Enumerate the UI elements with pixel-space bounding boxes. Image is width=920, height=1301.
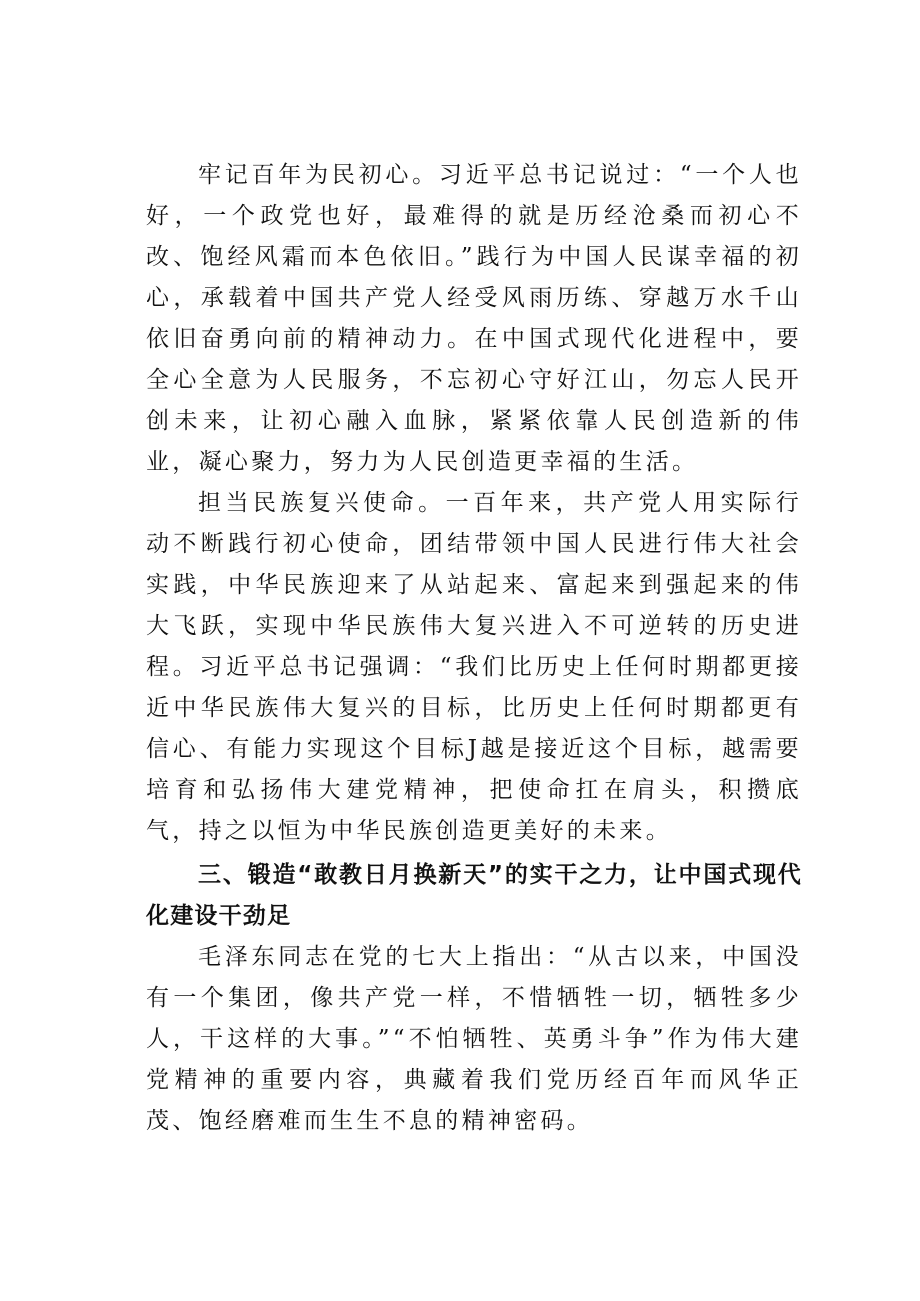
paragraph-mao-quote: 毛泽东同志在党的七大上指出：“从古以来，中国没有一个集团，像共产党一样，不惜牺牲一切，牺牲多少人，干这样的大事。”“不怕牺牲、英勇斗争”作为伟大建党精神的重要内容，典藏着我们党历经百年而风华正茂、饱经磨难而生生不息的精神密码。 [146,944,802,1134]
paragraph-remember-original-aspiration: 牢记百年为民初心。习近平总书记说过：“一个人也好，一个政党也好，最难得的就是历经沧桑而初心不改、饱经风霜而本色依旧。”践行为中国人民谋幸福的初心，承载着中国共产党人经受风雨历练、穿越万水千山依旧奋勇向前的精神动力。在中国式现代化进程中，要全心全意为人民服务，不忘初心守好江山，勿忘人民开创未来，让初心融入血脉，紧紧依靠人民创造新的伟业，凝心聚力，努力为人民创造更幸福的生活。 [146,162,802,475]
document-body [146,155,802,1142]
section-heading: 三、锻造“敢教日月换新天”的实干之力，让中国式现代化建设干劲足 [146,862,802,929]
paragraph-national-rejuvenation-mission: 担当民族复兴使命。一百年来，共产党人用实际行动不断践行初心使命，团结带领中国人民进行伟大社会实践，中华民族迎来了从站起来、富起来到强起来的伟大飞跃，实现中华民族伟大复兴进入不可逆转的历史进程。习近平总书记强调：“我们比历史上任何时期都更接近中华民族伟大复兴的目标，比历史上任何时期都更有信心、有能力实现这个目标J越是接近这个目标，越需要培育和弘扬伟大建党精神，把使命扛在肩头，积攒底气，持之以恒为中华民族创造更美好的未来。 [146,490,802,844]
